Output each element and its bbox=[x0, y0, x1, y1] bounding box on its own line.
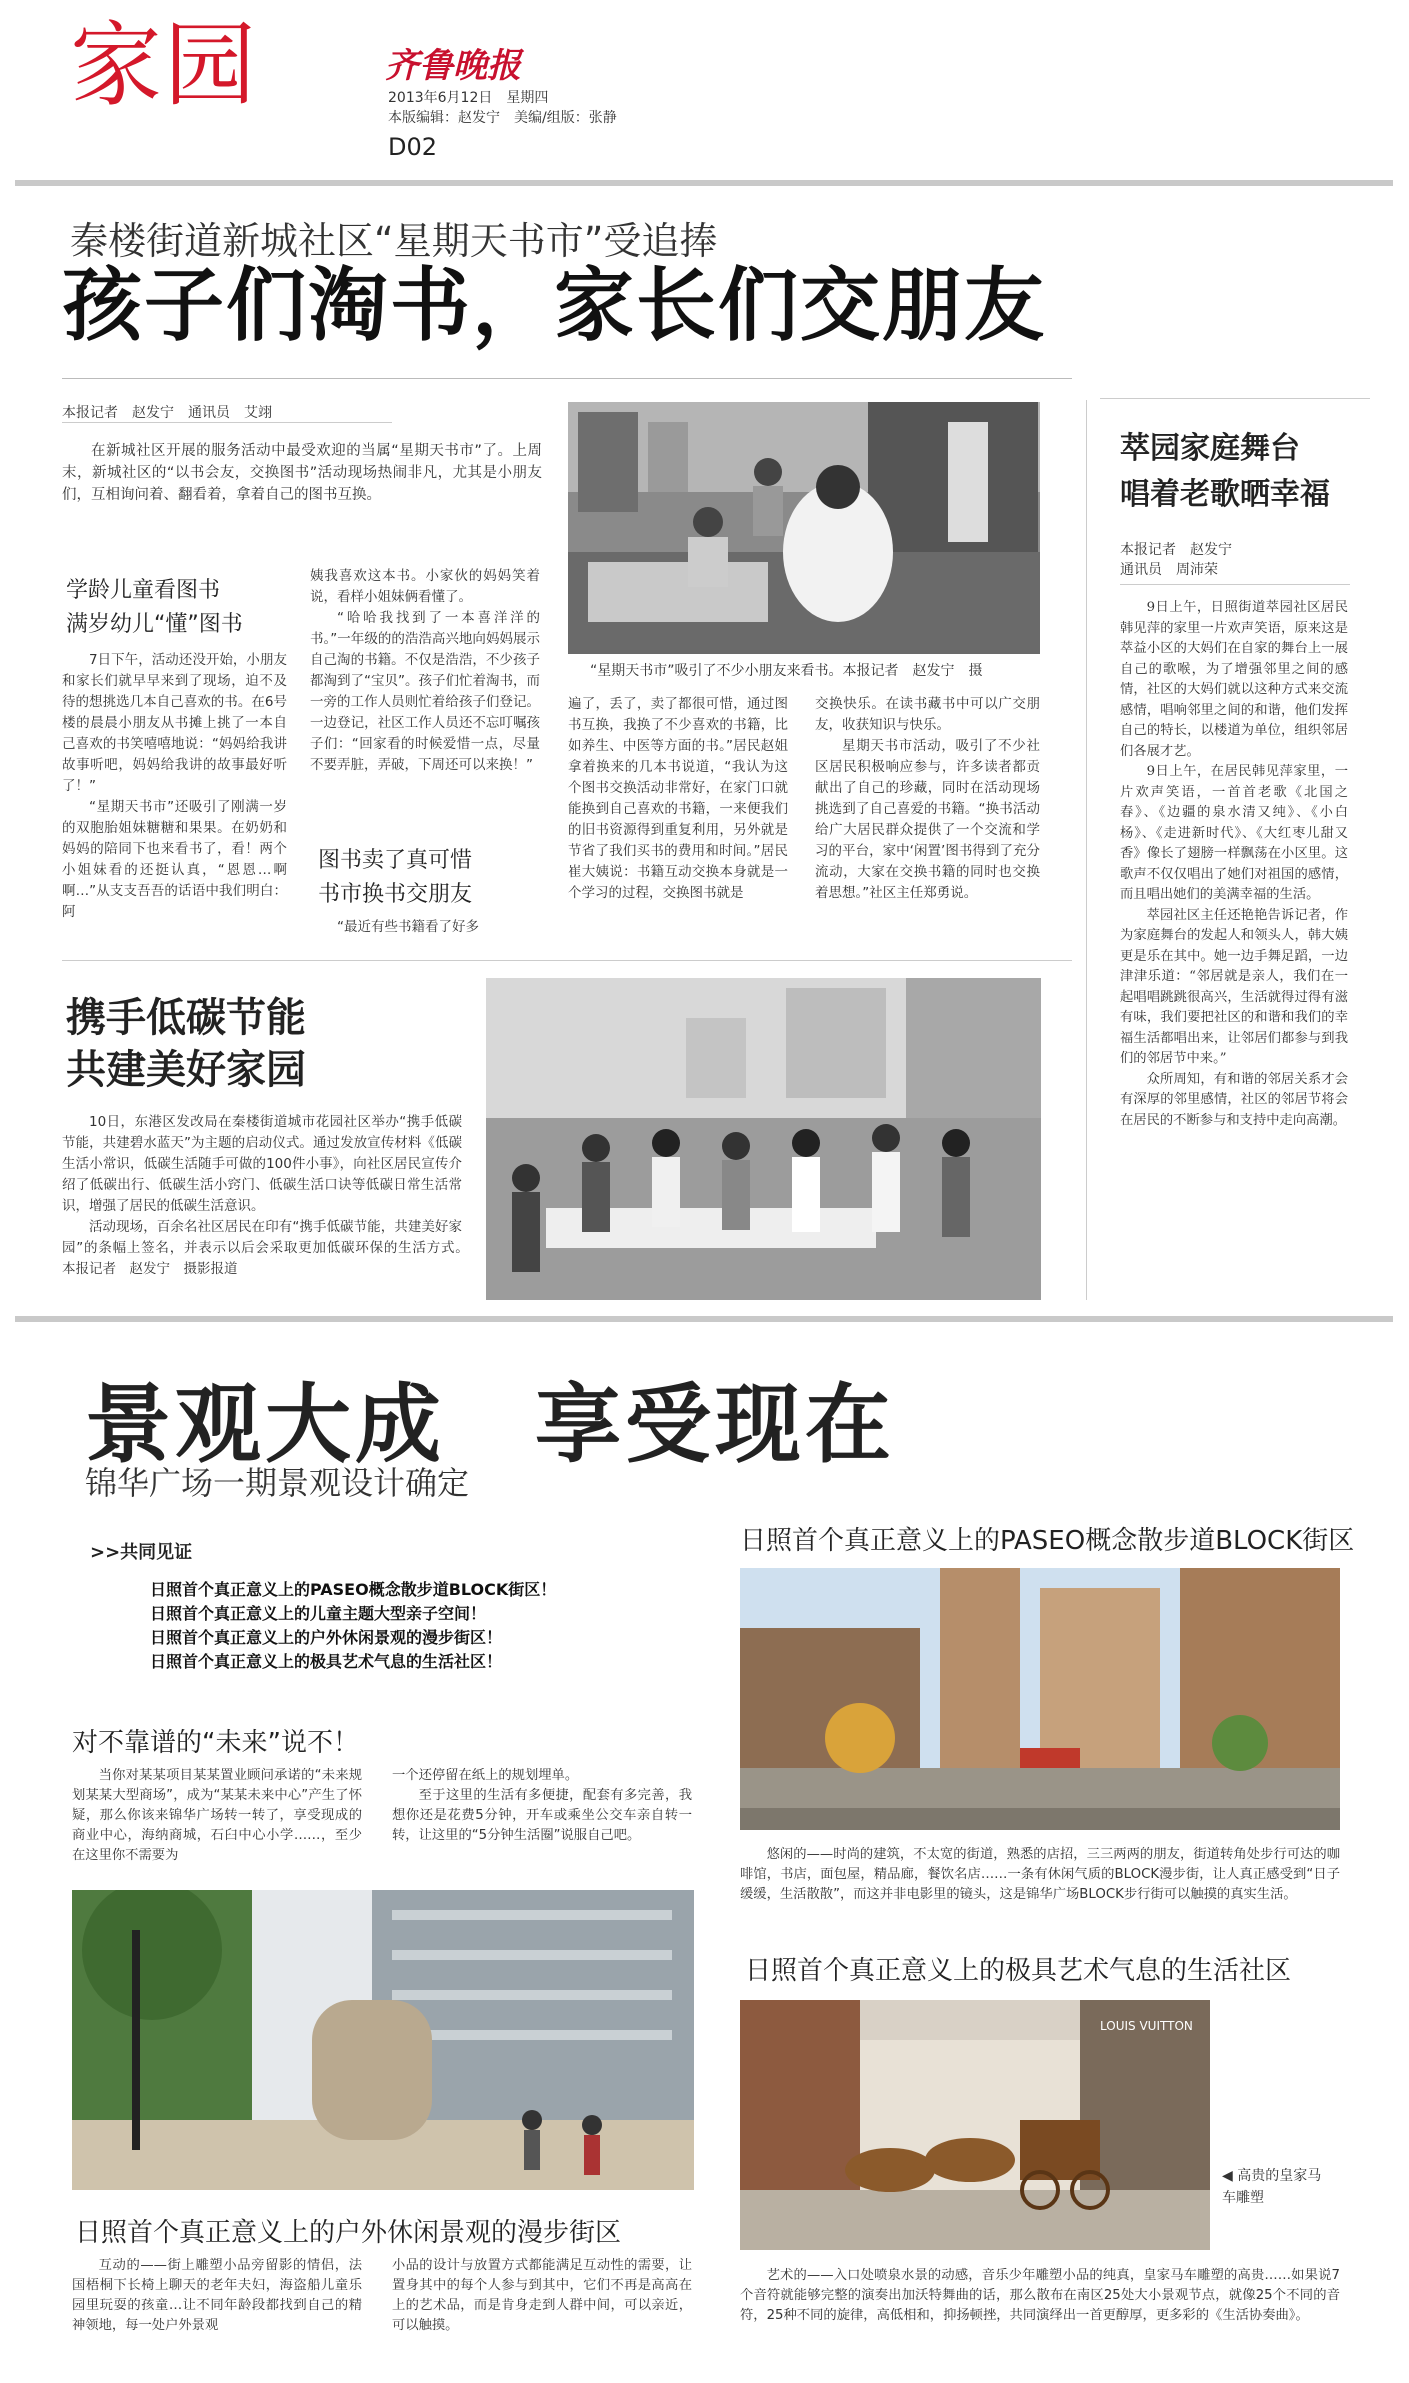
paseo-section-title: 日照首个真正意义上的PASEO概念散步道BLOCK街区 bbox=[740, 1526, 1355, 1556]
story1-col4-p2: 星期天书市活动，吸引了不少社区居民积极响应参与，许多读者都贡献出了自己的珍藏，同时在活动现场挑选到了自己喜爱的书籍。“换书活动给广大居民群众提供了一个交流和学习的平台，家中‘闲置’图书得到了充分流动，大家在交换书籍的同时也交换着思想。”社区主任郑勇说。 bbox=[815, 738, 1040, 901]
witness-label: >>共同见证 bbox=[90, 1542, 193, 1563]
headline-underline bbox=[62, 378, 1072, 379]
book-market-caption: “星期天书市”吸引了不少小朋友来看书。本报记者 赵发宁 摄 bbox=[590, 663, 983, 679]
page-number: D02 bbox=[388, 133, 438, 161]
story1-col1-p2: “星期天书市”还吸引了刚满一岁的双胞胎姐妹糖糖和果果。在奶奶和妈妈的陪同下也来看书了，看！两个小姐妹看的还挺认真，“恩恩…啊啊…”从支支吾吾的话语中我们明白：阿 bbox=[62, 799, 287, 920]
story1-lead-text: 在新城社区开展的服务活动中最受欢迎的当属“星期天书市”了。上周末，新城社区的“以书会友，交换图书”活动现场热闹非凡，尤其是小朋友们，互相询问着、翻看着，拿着自己的图书互换。 bbox=[62, 443, 542, 503]
ad-subtitle: 锦华广场一期景观设计确定 bbox=[85, 1464, 470, 1502]
story1-byline: 本报记者 赵发宁 通讯员 艾翊 bbox=[62, 405, 272, 421]
witness-item: 日照首个真正意义上的PASEO概念散步道BLOCK街区！ bbox=[150, 1580, 557, 1599]
side-title-line2: 唱着老歌晒幸福 bbox=[1120, 477, 1330, 512]
side-p2: 9日上午，在居民韩见萍家里，一片欢声笑语，一首首老歌《北国之春》、《边疆的泉水清又纯》、《小白杨》、《走进新时代》、《大红枣儿甜又香》像长了翅膀一样飘荡在小区里。这歌声不仅仅唱出了她们对祖国的感情，而且唱出她们的美满幸福的生活。 bbox=[1120, 764, 1348, 902]
side-byline-1: 本报记者 赵发宁 bbox=[1120, 542, 1232, 558]
paseo-render-art bbox=[740, 1568, 1340, 1830]
art-section-title: 日照首个真正意义上的极具艺术气息的生活社区 bbox=[745, 1956, 1292, 1986]
story1-col1-p1: 7日下午，活动还没开始，小朋友和家长们就早早来到了现场，迫不及待的想挑选几本自己喜欢的书。在6号楼的晨晨小朋友从书摊上挑了一本自己喜欢的书笑嘻嘻地说：“妈妈给我讲故事听吧，妈妈给我讲的故事最好听了！” bbox=[62, 652, 287, 794]
newspaper-logo: 齐鲁晚报 bbox=[385, 46, 521, 86]
carriage-sculpture-render bbox=[740, 2000, 1210, 2250]
low-carbon-event-photo bbox=[486, 978, 1041, 1300]
story1-lead bbox=[62, 440, 542, 506]
story2-body bbox=[62, 1112, 476, 1280]
low-carbon-photo-art bbox=[486, 978, 1041, 1300]
carriage-caption: ◀ 高贵的皇家马车雕塑 bbox=[1222, 2168, 1322, 2206]
story1-col2 bbox=[310, 566, 540, 776]
witness-list bbox=[150, 1578, 556, 1674]
art-text-block bbox=[740, 2266, 1340, 2326]
no-future-text1: 当你对某某项目某某置业顾问承诺的“未来规划某某大型商场”，成为“某某未来中心”产生了怀疑，那么你该来锦华广场转一转了，享受现成的商业中心，海纳商城，石臼中心小学……，至少在这里你不需要为 bbox=[72, 1768, 362, 1863]
story2-title-line1: 携手低碳节能 bbox=[66, 995, 306, 1041]
story1-kicker: 秦楼街道新城社区“星期天书市”受追捧 bbox=[70, 219, 718, 263]
story1-col2-p3: “最近有些书籍看了好多 bbox=[337, 919, 479, 935]
side-title-line1: 萃园家庭舞台 bbox=[1120, 431, 1300, 466]
story1-headline: 孩子们淘书，家长们交朋友 bbox=[62, 259, 1046, 352]
column-divider bbox=[1086, 400, 1087, 1300]
story1-col1 bbox=[62, 650, 287, 923]
side-byline-rule bbox=[1120, 584, 1350, 585]
outdoor-col2 bbox=[392, 2256, 692, 2336]
byline-rule bbox=[62, 422, 392, 423]
outdoor-text1: 互动的——街上雕塑小品旁留影的情侣，法国梧桐下长椅上聊天的老年夫妇，海盗船儿童乐园里玩耍的孩童…让不同年龄段都找到自己的精神领地，每一处户外景观 bbox=[72, 2258, 362, 2333]
issue-date: 2013年6月12日 星期四 bbox=[388, 90, 549, 106]
shop-sign: LOUIS VUITTON bbox=[1100, 2019, 1193, 2033]
paseo-text: 悠闲的——时尚的建筑，不太宽的街道，熟悉的店招，三三两两的朋友，街道转角处步行可达的咖啡馆，书店，面包屋，精品廊，餐饮名店……一条有休闲气质的BLOCK漫步街，让人真正感受到“日子缓缓，生活散散”，而这并非电影里的镜头，这是锦华广场BLOCK步行街可以触摸的真实生活。 bbox=[740, 1847, 1340, 1902]
side-top-rule bbox=[1100, 398, 1370, 399]
book-market-photo bbox=[568, 402, 1040, 654]
story2-headline bbox=[66, 992, 306, 1096]
ad-title: 景观大成 享受现在 bbox=[85, 1375, 895, 1475]
outdoor-text2: 小品的设计与放置方式都能满足互动性的需要，让置身其中的每个人参与到其中，它们不再是高高在上的艺术品，而是肯身走到人群中间，可以亲近，可以触摸。 bbox=[392, 2258, 692, 2333]
story1-col4 bbox=[815, 694, 1040, 904]
side-p1: 9日上午，日照街道萃园社区居民韩见萍的家里一片欢声笑语，原来这是萃益小区的大妈们在自家的舞台上一展自己的歌喉，为了增强邻里之间的感情，社区的大妈们就以这种方式来交流感情，唱响邻里之间的和谐，他们发挥自己的特长，以楼道为单位，组织邻居们各展才艺。 bbox=[1120, 600, 1348, 759]
paseo-street-render bbox=[740, 1568, 1340, 1830]
story2-top-rule bbox=[62, 960, 1072, 961]
side-p3: 萃园社区主任还艳艳告诉记者，作为家庭舞台的发起人和领头人，韩大姨更是乐在其中。她一边手舞足蹈，一边津津乐道：“邻居就是亲人，我们在一起唱唱跳跳很高兴，生活就得过得有滋有味，我们要把社区的和谐和我们的幸福生活都唱出来，让邻居们都参与到我们的邻居节中来。” bbox=[1120, 907, 1348, 1066]
no-future-text2: 一个还停留在纸上的规划埋单。 bbox=[392, 1768, 579, 1783]
story1-col3 bbox=[568, 694, 788, 904]
story1-col2-p1: 姨我喜欢这本书。小家伙的妈妈笑着说，看样小姐妹俩看懂了。 bbox=[310, 568, 540, 605]
side-p4: 众所周知，有和谐的邻居关系才会有深厚的邻里感情，社区的邻居节将会在居民的不断参与和支持中走向高潮。 bbox=[1120, 1071, 1348, 1128]
story1-subhead-1 bbox=[66, 574, 243, 642]
side-story-byline bbox=[1120, 540, 1232, 580]
outdoor-col1 bbox=[72, 2256, 362, 2336]
book-market-photo-art bbox=[568, 402, 1040, 654]
subhead-1-line1: 学龄儿童看图书 bbox=[66, 578, 221, 603]
paseo-text-block bbox=[740, 1845, 1340, 1905]
story1-col3-p1: 遍了，丢了，卖了都很可惜，通过图书互换，我换了不少喜欢的书籍，比如养生、中医等方面的书。”居民赵姐拿着换来的几本书说道，“我认为这个图书交换活动非常好，在家门口就能换到自己喜欢的书籍，一来便我们的旧书资源得到重复利用，另外就是节省了我们买书的费用和时间。”居民崔大姨说：书籍互动交换本身就是一个学习的过程，交换图书就是 bbox=[568, 696, 788, 901]
art-text: 艺术的——入口处喷泉水景的动感，音乐少年雕塑小品的纯真，皇家马车雕塑的高贵……如果说7个音符就能够完整的演奏出加沃特舞曲的话，那么散布在南区25处大小景观节点，就像25个不同的音符，25种不同的旋律，高低相和，抑扬顿挫，共同演绎出一首更醇厚，更多彩的《生活协奏曲》。 bbox=[740, 2268, 1340, 2323]
story1-col4-p1: 交换快乐。在读书藏书中可以广交朋友，收获知识与快乐。 bbox=[815, 696, 1040, 733]
carriage-render-art bbox=[740, 2000, 1210, 2250]
witness-item: 日照首个真正意义上的极具艺术气息的生活社区！ bbox=[150, 1652, 503, 1671]
story1-subhead-2 bbox=[318, 844, 472, 912]
no-future-col2 bbox=[392, 1766, 692, 1846]
story2-title-line2: 共建美好家园 bbox=[66, 1047, 306, 1093]
issue-meta bbox=[388, 88, 617, 128]
side-byline-2: 通讯员 周沛荣 bbox=[1120, 562, 1218, 578]
witness-item: 日照首个真正意义上的户外休闲景观的漫步街区！ bbox=[150, 1628, 503, 1647]
no-future-col1 bbox=[72, 1766, 362, 1866]
outdoor-section-title: 日照首个真正意义上的户外休闲景观的漫步街区 bbox=[75, 2218, 622, 2248]
outdoor-render-art bbox=[72, 1890, 694, 2190]
story2-p1: 10日，东港区发改局在秦楼街道城市花园社区举办“携手低碳节能，共建碧水蓝天”为主题的启动仪式。通过发放宣传材料《低碳生活小常识，低碳生活随手可做的100件小事》，向社区居民宣传介绍了低碳出行、低碳生活小窍门、低碳生活口诀等低碳日常生活常识，增强了居民的低碳生活意识。 bbox=[62, 1114, 462, 1214]
story1-col2-p2: “哈哈我找到了一本喜洋洋的书。”一年级的的浩浩高兴地向妈妈展示自己淘的书籍。不仅是浩浩，不少孩子都淘到了“宝贝”。孩子们忙着淘书，而一旁的工作人员则忙着给孩子们登记。一边登记，社区工作人员还不忘叮嘱孩子们：“回家看的时候爱惜一点，尽量不要弄脏，弄破，下周还可以来换！” bbox=[310, 610, 540, 773]
subhead-2-line2: 书市换书交朋友 bbox=[318, 882, 473, 907]
subhead-1-line2: 满岁幼儿“懂”图书 bbox=[66, 612, 243, 637]
header-divider bbox=[15, 180, 1393, 186]
subhead-2-line1: 图书卖了真可惜 bbox=[318, 848, 473, 873]
section-title: 家园 bbox=[70, 12, 259, 119]
side-story-body bbox=[1120, 598, 1348, 1131]
no-future-text3: 至于这里的生活有多便捷，配套有多完善，我想你还是花费5分钟，开车或乘坐公交车亲自转一转，让这里的“5分钟生活圈”说服自己吧。 bbox=[392, 1788, 692, 1843]
editors-line: 本版编辑：赵发宁 美编/组版：张静 bbox=[388, 110, 617, 126]
ad-divider bbox=[15, 1316, 1393, 1322]
side-story-title bbox=[1120, 426, 1330, 518]
no-future-title: 对不靠谱的“未来”说不！ bbox=[72, 1728, 359, 1758]
witness-item: 日照首个真正意义上的儿童主题大型亲子空间！ bbox=[150, 1604, 487, 1623]
outdoor-street-render bbox=[72, 1890, 694, 2190]
story1-col2-tail bbox=[310, 916, 540, 938]
story2-p2: 活动现场，百余名社区居民在印有“携手低碳节能，共建美好家园”的条幅上签名，并表示以后会采取更加低碳环保的生活方式。 本报记者 赵发宁 摄影报道 bbox=[62, 1219, 476, 1277]
